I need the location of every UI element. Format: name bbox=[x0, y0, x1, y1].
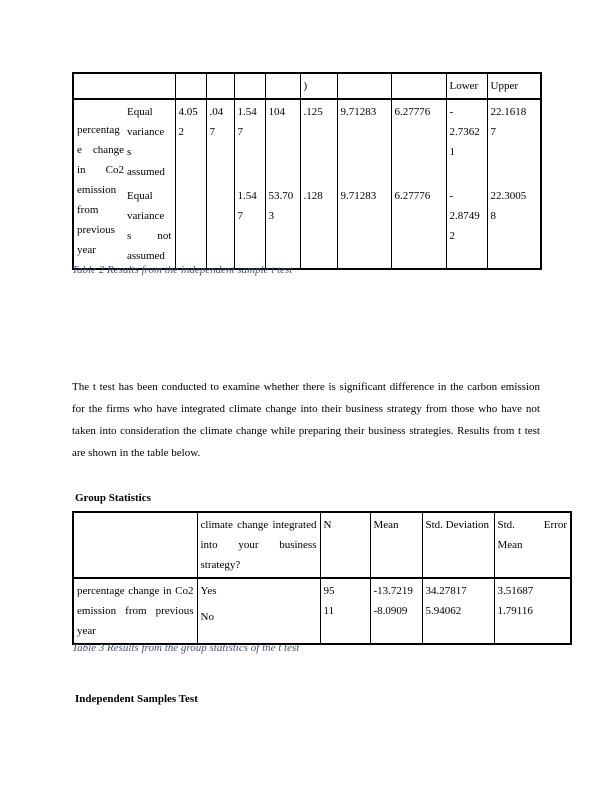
value-line: 3 bbox=[268, 210, 274, 222]
value-line: 7 bbox=[490, 126, 496, 138]
header-cell bbox=[73, 73, 175, 99]
value-line: 7 bbox=[237, 126, 243, 138]
mean-diff-cell bbox=[337, 99, 391, 184]
header-cell bbox=[175, 73, 206, 99]
se-value: 1.79116 bbox=[497, 605, 533, 617]
independent-samples-table bbox=[72, 72, 542, 270]
value-line: 7 bbox=[237, 210, 243, 222]
value-line: 4.05 bbox=[178, 106, 198, 118]
value-line: 104 bbox=[268, 106, 285, 118]
value-line: 2.7362 bbox=[449, 126, 480, 138]
value-line: 2.8749 bbox=[449, 210, 480, 222]
sig2-cell bbox=[300, 99, 337, 184]
group-label-line: percentag bbox=[77, 124, 120, 136]
row-label-line: Equal bbox=[127, 190, 153, 202]
body-paragraph: The t test has been conducted to examine whether there is significant difference in the carbon emission for the firms who have integrated climate change into their business strategy from those who have not taken into consideration the climate change while preparing their business strategies. Results from t test are shown in the table below. bbox=[72, 381, 540, 459]
row-label-cell bbox=[127, 184, 175, 269]
row-label-line: assumed bbox=[127, 250, 165, 262]
group-cell bbox=[197, 578, 320, 644]
upper-cell bbox=[487, 99, 541, 184]
f-cell bbox=[175, 184, 206, 269]
header-cell: ) bbox=[300, 73, 337, 99]
table-row bbox=[73, 184, 541, 269]
sd-cell bbox=[422, 578, 494, 644]
value-line: 1.54 bbox=[237, 106, 257, 118]
row-label-cell bbox=[127, 99, 175, 184]
mean-cell bbox=[370, 578, 422, 644]
row-label-line: variance bbox=[127, 210, 165, 222]
se-diff-cell bbox=[391, 99, 446, 184]
header-cell-n: N bbox=[320, 512, 370, 578]
value-line: 1 bbox=[449, 146, 455, 158]
row-label-line: assumed bbox=[127, 166, 165, 178]
mean-value: -8.0909 bbox=[373, 605, 408, 617]
se-value: 3.51687 bbox=[497, 585, 534, 597]
n-cell bbox=[320, 578, 370, 644]
f-cell bbox=[175, 99, 206, 184]
value-line: 53.70 bbox=[268, 190, 294, 202]
value-line: .125 bbox=[303, 106, 323, 118]
value-line: 6.27776 bbox=[394, 190, 431, 202]
value-line: 9.71283 bbox=[340, 106, 377, 118]
table-header-row bbox=[73, 512, 571, 578]
value-line: 22.3005 bbox=[490, 190, 527, 202]
value-line: 7 bbox=[209, 126, 215, 138]
header-cell-se: Std. Error Mean bbox=[494, 512, 571, 578]
group-yes: Yes bbox=[200, 585, 217, 597]
group-statistics-heading: Group Statistics bbox=[75, 492, 151, 504]
lower-cell bbox=[446, 184, 487, 269]
mean-diff-cell bbox=[337, 184, 391, 269]
value-line: - bbox=[449, 106, 454, 118]
sig-cell bbox=[206, 184, 234, 269]
group-no: No bbox=[200, 611, 214, 623]
t-cell bbox=[234, 99, 265, 184]
value-line: 8 bbox=[490, 210, 496, 222]
sig-cell bbox=[206, 99, 234, 184]
header-cell bbox=[234, 73, 265, 99]
group-label-line: from bbox=[77, 204, 99, 216]
value-line: 2 bbox=[449, 230, 455, 242]
header-cell-mean: Mean bbox=[370, 512, 422, 578]
sd-value: 5.94062 bbox=[425, 605, 462, 617]
mean-value: -13.7219 bbox=[373, 585, 413, 597]
group-label-line: in Co2 bbox=[77, 164, 124, 176]
se-cell bbox=[494, 578, 571, 644]
header-cell bbox=[337, 73, 391, 99]
value-line: 9.71283 bbox=[340, 190, 377, 202]
independent-samples-heading: Independent Samples Test bbox=[75, 693, 198, 705]
group-statistics-table bbox=[72, 511, 572, 645]
value-line: - bbox=[449, 190, 454, 202]
value-line: 6.27776 bbox=[394, 106, 431, 118]
row-label-line: variance bbox=[127, 126, 165, 138]
table-row bbox=[73, 578, 571, 644]
header-cell bbox=[73, 512, 197, 578]
value-line: 1.54 bbox=[237, 190, 257, 202]
header-cell-upper: Upper bbox=[487, 73, 541, 99]
n-value: 95 bbox=[323, 585, 335, 597]
group-label-line: e change bbox=[77, 144, 124, 156]
df-cell bbox=[265, 184, 300, 269]
value-line: 2 bbox=[178, 126, 184, 138]
group-label-line: year bbox=[77, 244, 96, 256]
table2-caption: Table 2 Results from the independent sample t test bbox=[72, 264, 293, 276]
n-value: 11 bbox=[323, 605, 335, 617]
row-label-line: Equal bbox=[127, 106, 153, 118]
table-header-row bbox=[73, 73, 541, 99]
table3-caption: Table 3 Results from the group statistics of the t test bbox=[72, 642, 300, 654]
table-row bbox=[73, 99, 541, 184]
header-cell bbox=[265, 73, 300, 99]
se-diff-cell bbox=[391, 184, 446, 269]
row-label-line: s not bbox=[127, 230, 172, 242]
group-label-cell bbox=[73, 99, 127, 269]
header-cell-question: climate change integrated into your business strategy? bbox=[197, 512, 320, 578]
row-label-cell: percentage change in Co2 emission from previous year bbox=[73, 578, 197, 644]
header-cell-lower: Lower bbox=[446, 73, 487, 99]
group-label-line: emission bbox=[77, 184, 117, 196]
header-cell bbox=[391, 73, 446, 99]
sd-value: 34.27817 bbox=[425, 585, 467, 597]
header-cell-sd: Std. Deviation bbox=[422, 512, 494, 578]
value-line: .128 bbox=[303, 190, 323, 202]
value-line: .04 bbox=[209, 106, 224, 118]
t-cell bbox=[234, 184, 265, 269]
df-cell bbox=[265, 99, 300, 184]
value-line: 22.1618 bbox=[490, 106, 527, 118]
upper-cell bbox=[487, 184, 541, 269]
lower-cell bbox=[446, 99, 487, 184]
header-cell bbox=[206, 73, 234, 99]
group-label-line: previous bbox=[77, 224, 115, 236]
sig2-cell bbox=[300, 184, 337, 269]
row-label-line: s bbox=[127, 146, 132, 158]
